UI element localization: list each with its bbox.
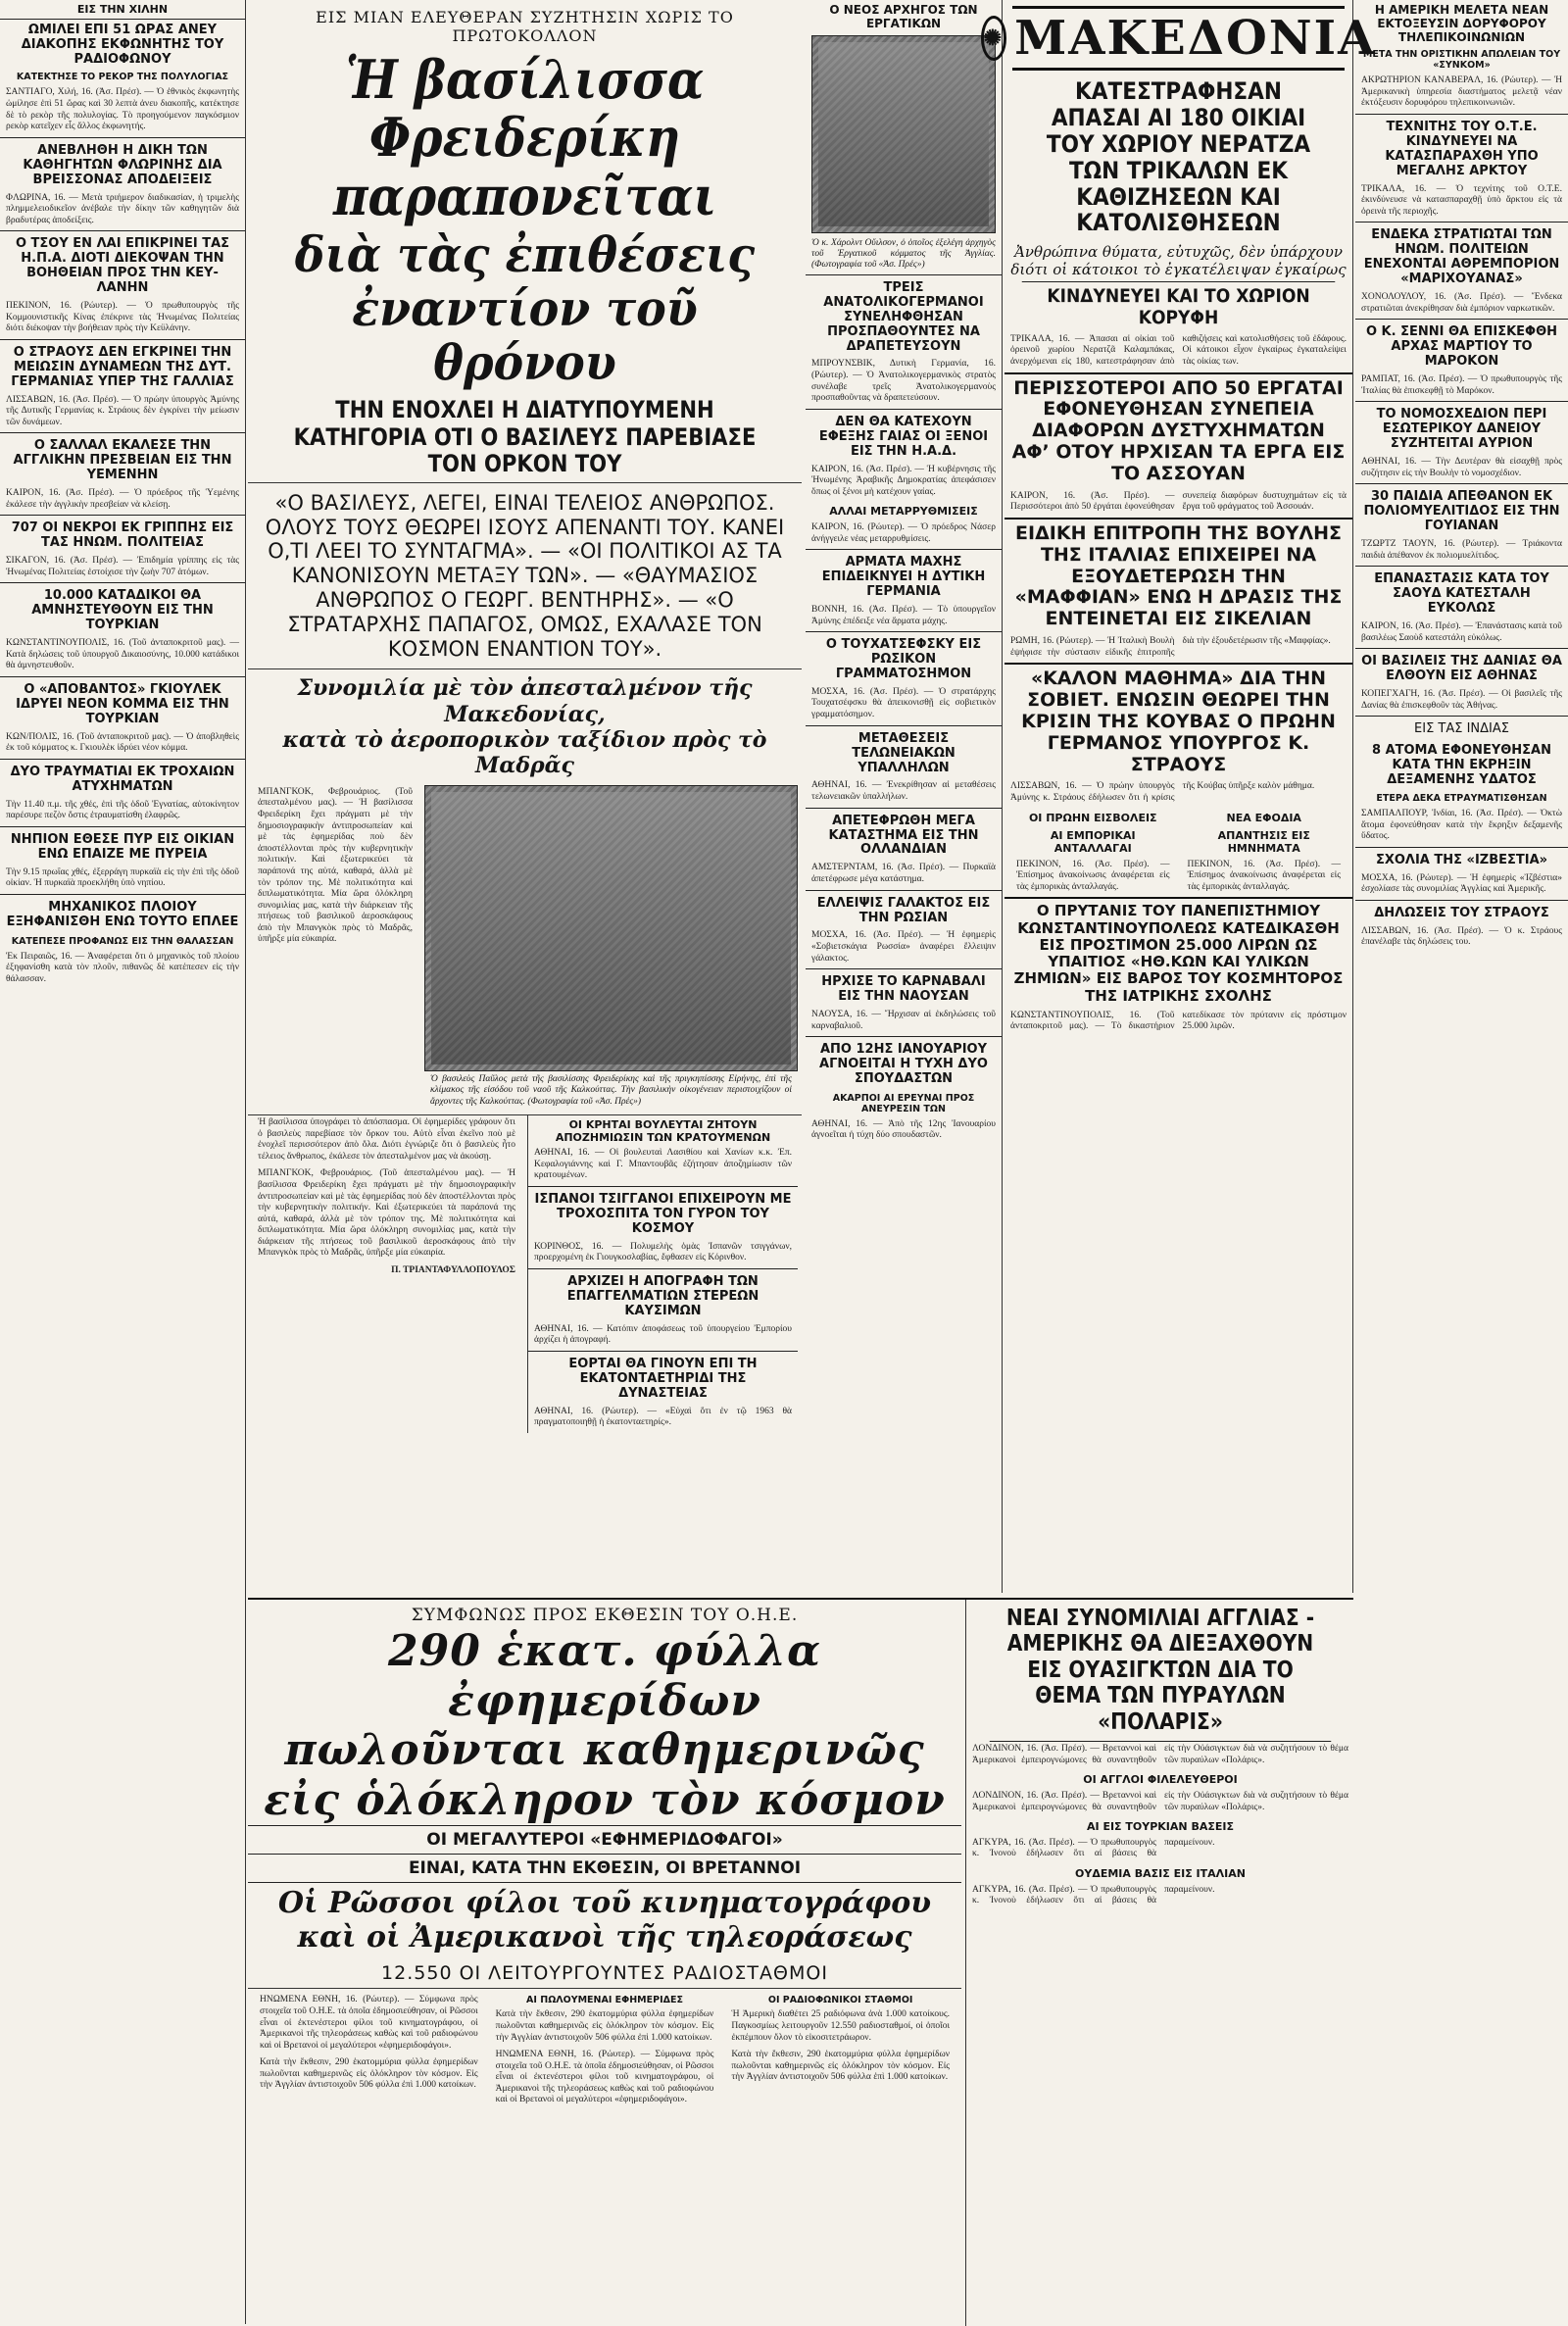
article-text: ΚΑΙΡΟΝ, 16. (Ρώυτερ). — Ὁ πρόεδρος Νάσερ ἀνήγγειλε νέας μεταρρυθμίσεις. xyxy=(811,521,996,544)
article-text: ΛΟΝΔΙΝΟΝ, 16. (Ἀσ. Πρέσ). — Βρεταννοὶ καὶ Ἀμερικανοὶ ἐμπειρογνώμονες θὰ συναντηθοῦν εἰς τὴν Οὐάσιγκτων διὰ νὰ συζητήσουν τὸ θέμα τῶν πυραύλων «Πολάρις». xyxy=(972,1744,1348,1765)
headline: ΑΠΕΤΕΦΡΩΘΗ ΜΕΓΑ ΚΑΤΑΣΤΗΜΑ ΕΙΣ ΤΗΝ ΟΛΛΑΝΔΙΑΝ xyxy=(806,808,1002,862)
headline: ΗΡΧΙΣΕ ΤΟ ΚΑΡΝΑΒΑΛΙ ΕΙΣ ΤΗΝ ΝΑΟΥΣΑΝ xyxy=(806,968,1002,1008)
subheadline: ΚΑΤΕΠΕΣΕ ΠΡΟΦΑΝΩΣ ΕΙΣ ΤΗΝ ΘΑΛΑΣΣΑΝ xyxy=(11,935,234,947)
italic-line2: καὶ οἱ Ἀμερικανοὶ τῆς τηλεοράσεως xyxy=(297,1919,912,1955)
subheadline: ΜΕΤΑ ΤΗΝ ΟΡΙΣΤΙΚΗΝ ΑΠΩΛΕΙΑΝ ΤΟΥ «ΣΥΝΚΟΜ» xyxy=(1362,49,1561,72)
headline: ΑΡΧΙΖΕΙ Η ΑΠΟΓΡΑΦΗ ΤΩΝ ΕΠΑΓΓΕΛΜΑΤΙΩΝ ΣΤΕΡΕΩΝ ΚΑΥΣΙΜΩΝ xyxy=(528,1268,798,1322)
headline: ΕΠΑΝΑΣΤΑΣΙΣ ΚΑΤΑ ΤΟΥ ΣΑΟΥΔ ΚΑΤΕΣΤΑΛΗ ΕΥΚΟΛΩΣ xyxy=(1355,566,1568,619)
headline: Ο ΤΟΥΧΑΤΣΕΦΣΚΥ ΕΙΣ ΡΩΣΙΚΟΝ ΓΡΑΜΜΑΤΟΣΗΜΟΝ xyxy=(806,631,1002,685)
headline: Ο ΣΤΡΑΟΥΣ ΔΕΝ ΕΓΚΡΙΝΕΙ ΤΗΝ ΜΕΙΩΣΙΝ ΔΥΝΑΜΕΩΝ ΤΗΣ ΔΥΤ. ΓΕΡΜΑΝΙΑΣ ΥΠΕΡ ΤΗΣ ΓΑΛΛΙΑΣ xyxy=(0,339,245,393)
article-text: ΦΛΩΡΙΝΑ, 16. — Μετὰ τριήμερον διαδικασίαν, ἡ τριμελὴς πλημμελειοδικεῖον ἀνέβαλε τὴν δίκην τῶν καθηγητῶν διὰ βραδυτέρας ἀποδείξεις. xyxy=(6,192,239,225)
article-text: ΚΑΙΡΟΝ, 16. (Ἀσ. Πρέσ). — Ἐπανάστασις κατὰ τοῦ βασιλέως Σαοὺδ κατεστάλη εὐκόλως. xyxy=(1361,621,1562,643)
article-text: ΑΘΗΝΑΙ, 16. — Οἱ βουλευταὶ Λασιθίου καὶ Χανίων κ.κ. Ἐπ. Κεφαλογιάννης καὶ Γ. Μπαντουβᾶς ἐζήτησαν ἀποζημίωσιν τῶν κρατουμένων. xyxy=(534,1148,792,1181)
headline: ΑΠΟ 12ΗΣ ΙΑΝΟΥΑΡΙΟΥ ΑΓΝΟΕΙΤΑΙ Η ΤΥΧΗ ΔΥΟ ΣΠΟΥΔΑΣΤΩΝ xyxy=(806,1036,1002,1090)
article-text: ΑΘΗΝΑΙ, 16. — Κατόπιν ἀποφάσεως τοῦ ὑπουργείου Ἐμπορίου ἀρχίζει ἡ ἀπογραφή. xyxy=(534,1323,792,1346)
article-text: ΡΑΜΠΑΤ, 16. (Ἀσ. Πρέσ). — Ὁ πρωθυπουργὸς τῆς Ἰταλίας θὰ ἐπισκεφθῇ τὸ Μαρόκον. xyxy=(1361,374,1562,396)
headline: ΑΡΜΑΤΑ ΜΑΧΗΣ ΕΠΙΔΕΙΚΝΥΕΙ Η ΔΥΤΙΚΗ ΓΕΡΜΑΝΙΑ xyxy=(806,549,1002,603)
lead-subhead-line2: κατὰ τὸ ἀεροπορικὸν ταξίδιον πρὸς τὸ Μαδρᾶς xyxy=(282,727,767,779)
article-text: ΠΕΚΙΝΟΝ, 16. (Ἀσ. Πρέσ). — Ἐπίσημος ἀνακοίνωσις ἀναφέρεται εἰς τὰς ἐμπορικὰς ἀνταλλαγάς. xyxy=(1187,859,1341,892)
headline: ΩΜΙΛΕΙ ΕΠΙ 51 ΩΡΑΣ ΑΝΕΥ ΔΙΑΚΟΠΗΣ ΕΚΦΩΝΗΤΗΣ ΤΟΥ ΡΑΔΙΟΦΩΝΟΥ xyxy=(21,22,224,67)
article-text: ΚΑΙΡΟΝ, 16. (Ἀσ. Πρέσ). — Ὁ πρόεδρος τῆς Ὑεμένης ἐκάλεσε τὴν ἀγγλικὴν πρεσβείαν νὰ κλείσῃ. xyxy=(6,488,239,510)
article-text: ΚΩΝ/ΠΟΛΙΣ, 16. (Τοῦ ἀνταποκριτοῦ μας). — Ὁ ἀποβληθεὶς ἐκ τοῦ κόμματος κ. Γκιουλὲκ ἱδρύει νέον κόμμα. xyxy=(6,731,239,754)
article-text: ΤΡΙΚΑΛΑ, 16. — Ὁ τεχνίτης τοῦ Ο.Τ.Ε. ἐκινδύνευσε νὰ κατασπαραχθῇ ὑπὸ ἄρκτου εἰς τὰ ὀρεινὰ τῆς περιοχῆς. xyxy=(1361,183,1562,217)
story-headline-line1: 290 ἑκατ. φύλλα ἐφημερίδων xyxy=(388,1626,821,1726)
story-italic-head xyxy=(248,1882,961,1958)
brief-col xyxy=(1010,809,1176,898)
byline: Π. ΤΡΙΑΝΤΑΦΥΛΛΟΠΟΥΛΟΣ xyxy=(391,1264,515,1275)
headline: Ο ΤΣΟΥ ΕΝ ΛΑΙ ΕΠΙΚΡΙΝΕΙ ΤΑΣ Η.Π.Α. ΔΙΟΤΙ ΔΙΕΚΟΨΑΝ ΤΗΝ ΒΟΗΘΕΙΑΝ ΠΡΟΣ ΤΗΝ ΚΕΥ-ΛΑΝΗΝ xyxy=(0,230,245,299)
headline: ΟΙ ΚΡΗΤΑΙ ΒΟΥΛΕΥΤΑΙ ΖΗΤΟΥΝ ΑΠΟΖΗΜΙΩΣΙΝ ΤΩΝ ΚΡΑΤΟΥΜΕΝΩΝ xyxy=(555,1118,771,1144)
article-text: ΤΡΙΚΑΛΑ, 16. — Ἀπασαι αἱ οἰκίαι τοῦ ὀρεινοῦ χωρίου Νερατζᾶ Καλαμπάκας, ἀνερχόμεναι εἰς 180, κατεστράφησαν ἀπὸ καθιζήσεις καὶ κατολισθήσεις τοῦ ἐδάφους. Οἱ κάτοικοι εἶχον ἐγκαίρως ἐγκαταλείψει τὰς οἰκίας των. xyxy=(1010,333,1347,367)
article-text: ΑΘΗΝΑΙ, 16. (Ρώυτερ). — «Εὐχαὶ ὅτι ἐν τῷ 1963 θὰ πραγματοποιηθῇ ἡ ἐκατονταετηρίς». xyxy=(534,1406,792,1428)
headline: ΙΣΠΑΝΟΙ ΤΣΙΓΓΑΝΟΙ ΕΠΙΧΕΙΡΟΥΝ ΜΕ ΤΡΟΧΟΣΠΙΤΑ ΤΟΝ ΓΥΡΟΝ ΤΟΥ ΚΟΣΜΟΥ xyxy=(528,1186,798,1240)
headline: 8 ΑΤΟΜΑ ΕΦΟΝΕΥΘΗΣΑΝ ΚΑΤΑ ΤΗΝ ΕΚΡΗΞΙΝ ΔΕΞΑΜΕΝΗΣ ΥΔΑΤΟΣ xyxy=(1372,743,1551,788)
article-text: ΜΟΣΧΑ, 16. (Ἀσ. Πρέσ). — Ὁ στρατάρχης Τουχατσέφσκυ θὰ ἀπεικονισθῇ εἰς σοβιετικὸν γραμματόσημον. xyxy=(811,686,996,720)
photo-caption: Ὁ βασιλεὺς Παῦλος μετὰ τῆς βασιλίσσης Φρειδερίκης καὶ τῆς πριγκηπίσσης Εἰρήνης, ἐπὶ τῆς κλίμακος τῆς εἰσόδου τοῦ ναοῦ τῆς Καλκούττας. Τὴν βασιλικὴν οἰκογένειαν περιστοιχίζουν οἱ ἄρχοντες τῆς Καλκούττας. (Φωτογραφία τοῦ «Ἀσ. Πρές») xyxy=(430,1073,792,1107)
headline: «ΚΑΛΟΝ ΜΑΘΗΜΑ» ΔΙΑ ΤΗΝ ΣΟΒΙΕΤ. ΕΝΩΣΙΝ ΘΕΩΡΕΙ ΤΗΝ ΚΡΙΣΙΝ ΤΗΣ ΚΟΥΒΑΣ Ο ΠΡΩΗΝ ΓΕΡΜΑΝΟΣ ΥΠΟΥΡΓΟΣ Κ. ΣΤΡΑΟΥΣ xyxy=(1004,663,1352,779)
story-bar-head: 12.550 ΟΙ ΛΕΙΤΟΥΡΓΟΥΝΤΕΣ ΡΑΔΙΟΣΤΑΘΜΟΙ xyxy=(381,1962,828,1985)
lead-body-col xyxy=(252,785,418,1111)
masthead-title: ΜΑΚΕΔΟΝΙΑ xyxy=(1014,11,1377,66)
headline: ΔΕΝ ΘΑ ΚΑΤΕΧΟΥΝ ΕΦΕΞΗΣ ΓΑΙΑΣ ΟΙ ΞΕΝΟΙ ΕΙΣ ΤΗΝ Η.Α.Δ. xyxy=(806,409,1002,463)
article-text: ΗΝΩΜΕΝΑ ΕΘΝΗ, 16. (Ρώυτερ). — Σύμφωνα πρὸς στοιχεῖα τοῦ Ο.Η.Ε. τὰ ὁποῖα ἐδημοσιεύθησαν, οἱ Ρῶσσοι εἶναι οἱ ἐκτενέστεροι φίλοι τοῦ κινηματογράφου, οἱ Ἀμερικανοὶ τῆς τηλεοράσεως καθὼς καὶ τοῦ ραδιοφώνου καὶ οἱ Βρετανοὶ οἱ μεγαλύτεροι «ἐφημεριδοφάγοι». xyxy=(260,1995,478,2051)
article-text: ΧΟΝΟΛΟΥΛΟΥ, 16. (Ἀσ. Πρέσ). — Ἕνδεκα στρατιῶται ἀνεκρίθησαν διὰ ἐμπόριον ναρκωτικῶν. xyxy=(1361,292,1562,314)
subheadline: ΚΑΤΕΚΤΗΣΕ ΤΟ ΡΕΚΟΡ ΤΗΣ ΠΟΛΥΛΟΓΙΑΣ xyxy=(16,72,229,83)
article-text: ΤΖΩΡΤΖ ΤΑΟΥΝ, 16. (Ρώυτερ). — Τριάκοντα παιδιὰ ἀπέθανον ἐκ πολιομυελίτιδος. xyxy=(1361,539,1562,561)
article-text: ΜΟΣΧΑ, 16. (Ρώυτερ). — Ἡ ἐφημερὶς «Ἰζβέστια» ἐσχολίασε τὰς συνομιλίας Ἀγγλίας καὶ Ἀμερικῆς. xyxy=(1361,872,1562,895)
headline: ΔΥΟ ΤΡΑΥΜΑΤΙΑΙ ΕΚ ΤΡΟΧΑΙΩΝ ΑΤΥΧΗΜΑΤΩΝ xyxy=(0,759,245,798)
article-text: ΑΓΚΥΡΑ, 16. (Ἀσ. Πρέσ). — Ὁ πρωθυπουργὸς κ. Ἰνονοὺ ἐδήλωσεν ὅτι αἱ βάσεις θὰ παραμείνουν. xyxy=(972,1837,1215,1859)
lead-headline-line1: Ἡ βασίλισσα Φρειδερίκη παραπονεῖται xyxy=(332,48,717,227)
article-text: ΑΘΗΝΑΙ, 16. — Ἀπὸ τῆς 12ης Ἰανουαρίου ἀγνοεῖται ἡ τύχη δύο σπουδαστῶν. xyxy=(811,1118,996,1141)
article-text: Ἐκ Πειραιῶς, 16. — Ἀναφέρεται ὅτι ὁ μηχανικὸς τοῦ πλοίου ἐξηφανίσθη κατὰ τὸν πλοῦν, πιθανῶς δὲ κατέπεσεν εἰς τὴν θάλασσαν. xyxy=(6,951,239,984)
photo-kicker: Ο ΝΕΟΣ ΑΡΧΗΓΟΣ ΤΩΝ ΕΡΓΑΤΙΚΩΝ xyxy=(829,3,978,30)
subheadline: Ἀνθρώπινα θύματα, εὐτυχῶς, δὲν ὑπάρχουν διότι οἱ κάτοικοι τὸ ἐγκατέλειψαν ἐγκαίρως xyxy=(1010,243,1347,279)
headline: 707 ΟΙ ΝΕΚΡΟΙ ΕΚ ΓΡΙΠΠΗΣ ΕΙΣ ΤΑΣ ΗΝΩΜ. ΠΟΛΙΤΕΙΑΣ xyxy=(0,515,245,554)
story-col xyxy=(490,1993,720,2110)
headline: Ο ΣΑΛΛΑΛ ΕΚΑΛΕΣΕ ΤΗΝ ΑΓΓΛΙΚΗΝ ΠΡΕΣΒΕΙΑΝ ΕΙΣ ΤΗΝ ΥΕΜΕΝΗΝ xyxy=(0,432,245,486)
article-text: ΑΜΣΤΕΡΝΤΑΜ, 16. (Ἀσ. Πρέσ). — Πυρκαϊὰ ἀπετέφρωσε μέγα κατάστημα. xyxy=(811,863,996,884)
lead-deck: ΤΗΝ ΕΝΟΧΛΕΙ Η ΔΙΑΤΥΠΟΥΜΕΝΗ ΚΑΤΗΓΟΡΙΑ ΟΤΙ Ο ΒΑΣΙΛΕΥΣ ΠΑΡΕΒΙΑΣΕ ΤΟΝ ΟΡΚΟΝ ΤΟΥ xyxy=(293,396,757,478)
story-deck-2: ΕΙΝΑΙ, ΚΑΤΑ ΤΗΝ ΕΚΘΕΣΙΝ, ΟΙ ΒΡΕΤΑΝΝΟΙ xyxy=(248,1854,961,1882)
article-text: ΚΑΙΡΟΝ, 16. (Ἀσ. Πρέσ). — Περισσότεροι ἀπὸ 50 ἐργάται ἐφονεύθησαν συνεπείᾳ διαφόρων δυστυχημάτων εἰς τὰ ἔργα τοῦ φράγματος τοῦ Ἀσσουάν. xyxy=(1010,490,1347,513)
lead-photo-block xyxy=(424,785,798,1111)
section-head: ΟΙ ΡΑΔΙΟΦΩΝΙΚΟΙ ΣΤΑΘΜΟΙ xyxy=(767,1995,913,2006)
article-text: ΑΓΚΥΡΑ, 16. (Ἀσ. Πρέσ). — Ὁ πρωθυπουργὸς κ. Ἰνονοὺ ἐδήλωσεν ὅτι αἱ βάσεις θὰ παραμείνουν. xyxy=(972,1884,1215,1906)
photo-caption: Ὁ κ. Χάρολντ Οὔιλσον, ὁ ὁποῖος ἐξελέγη ἀρχηγὸς τοῦ Ἐργατικοῦ κόμματος τῆς Ἀγγλίας. (Φωτογραφία τοῦ «Ἀσ. Πρές») xyxy=(811,237,996,271)
headline: ΔΗΛΩΣΕΙΣ ΤΟΥ ΣΤΡΑΟΥΣ xyxy=(1355,900,1568,924)
article-text: Κατὰ τὴν ἔκθεσιν, 290 ἑκατομμύρια φύλλα ἐφημερίδων πωλοῦνται καθημερινῶς εἰς ὁλόκληρον τὸν κόσμον. Εἰς τὴν Ἀγγλίαν ἀντιστοιχοῦν 506 φύλλα ἐπὶ 1.000 κατοίκων. xyxy=(495,2009,714,2043)
headline: 10.000 ΚΑΤΑΔΙΚΟΙ ΘΑ ΑΜΝΗΣΤΕΥΘΟΥΝ ΕΙΣ ΤΗΝ ΤΟΥΡΚΙΑΝ xyxy=(0,582,245,636)
story-col xyxy=(254,1993,484,2110)
article-text: ΛΙΣΣΑΒΩΝ, 16. (Ἀσ. Πρέσ). — Ὁ κ. Στράους ἐπανέλαβε τὰς δηλώσεις του. xyxy=(1361,925,1562,948)
subheadline: ΕΤΕΡΑ ΔΕΚΑ ΕΤΡΑΥΜΑΤΙΣΘΗΣΑΝ xyxy=(1376,793,1547,805)
article-text: ΣΑΝΤΙΑΓΟ, Χιλή, 16. (Ἀσ. Πρέσ). — Ὁ ἐθνικὸς ἐκφωνητὴς ὡμίλησε ἐπὶ 51 ὥρας καὶ 30 λεπτὰ ἀνευ διακοπῆς, κατέκτησε δὲ τὸ ρεκὸρ τῆς πολυλογίας. Τὸ προηγούμενον παγκόσμιον ρεκὸρ κατεῖχεν εἷς ἄλλος ἐκφωνητής. xyxy=(6,87,239,132)
article-text: Τὴν 11.40 π.μ. τῆς χθές, ἐπὶ τῆς ὁδοῦ Ἐγνατίας, αὐτοκίνητον παρέσυρε πεζὸν ὅστις ἐτραυματίσθη ἐλαφρῶς. xyxy=(6,799,239,821)
article-text: ΛΙΣΣΑΒΩΝ, 16. (Ἀσ. Πρέσ). — Ὁ πρώην ὑπουργὸς Ἀμύνης τῆς Δυτικῆς Γερμανίας κ. Στράους δὲν ἐγκρίνει τὴν μείωσιν τῶν δυνάμεων. xyxy=(6,394,239,427)
section-head: ΑΙ ΠΩΛΟΥΜΕΝΑΙ ΕΦΗΜΕΡΙΔΕΣ xyxy=(526,1995,683,2006)
headline: ΝΕΑ ΕΦΟΔΙΑ xyxy=(1226,811,1301,824)
article-text: ΛΟΝΔΙΝΟΝ, 16. (Ἀσ. Πρέσ). — Βρεταννοὶ καὶ Ἀμερικανοὶ ἐμπειρογνώμονες θὰ συναντηθοῦν εἰς τὴν Οὐάσιγκτων διὰ νὰ συζητήσουν τὸ θέμα τῶν πυραύλων «Πολάρις». xyxy=(972,1790,1348,1812)
article-text: ΚΟΡΙΝΘΟΣ, 16. — Πολυμελὴς ὁμὰς Ἰσπανῶν τσιγγάνων, προερχομένη ἐκ Γιουγκοσλαβίας, ἔφθασεν εἰς Κόρινθον. xyxy=(534,1241,792,1263)
story-headline-line3: εἰς ὁλόκληρον τὸν κόσμον xyxy=(264,1774,946,1825)
headline: Ο ΠΡΥΤΑΝΙΣ ΤΟΥ ΠΑΝΕΠΙΣΤΗΜΙΟΥ ΚΩΝΣΤΑΝΤΙΝΟΥΠΟΛΕΩΣ ΚΑΤΕΔΙΚΑΣΘΗ ΕΙΣ ΠΡΟΣΤΙΜΟΝ 25.000 ΛΙΡΩΝ ΩΣ ΥΠΑΙΤΙΟΣ «ΗΘ.ΚΩΝ ΚΑΙ ΥΛΙΚΩΝ ΖΗΜΙΩΝ» ΕΙΣ ΒΑΡΟΣ ΤΟΥ ΚΟΣΜΗΤΟΡΟΣ ΤΗΣ ΙΑΤΡΙΚΗΣ ΣΧΟΛΗΣ xyxy=(1004,897,1352,1009)
headline: ΑΝΕΒΛΗΘΗ Η ΔΙΚΗ ΤΩΝ ΚΑΘΗΓΗΤΩΝ ΦΛΩΡΙΝΗΣ ΔΙΑ ΒΡΕΙΣΣΟΝΑΣ ΑΠΟΔΕΙΞΕΙΣ xyxy=(0,137,245,191)
article-text: ΜΠΑΝΓΚΟΚ, Φεβρουάριος. (Τοῦ ἀπεσταλμένου μας). — Ἡ βασίλισσα Φρειδερίκη ἔχει πράγματι μὲ τὴν δημοσιογραφικὴν ἀντιπροσωπείαν καὶ μὲ τὰς ἐφημερίδας ποὺ δὲν ἀποστέλλονται πρὸς τὴν κυβερνητικὴν πολιτικήν. Καὶ ἐξωτερικεύει τὰ παράπονά της αὐτά, καθαρά, ἀλλὰ μὲ τὸν τρόπον της. Μὲ πολιτικότητα καὶ διπλωματικότητα. Μία ὥρα ὁλόκληρη συνομιλίας μας, κατὰ τὴν διάρκειαν τῆς πτήσεως τοῦ βασιλικοῦ ἀεροσκάφους ἀπὸ τὴν Μπανγκὸκ πρὸς τὸ Μαδρᾶς, ὑπῆρξε μία εὐκαιρία. xyxy=(258,786,413,945)
story-headline-line2: πωλοῦνται καθημερινῶς xyxy=(284,1725,925,1776)
kicker: ΕΙΣ ΤΑΣ ΙΝΔΙΑΣ xyxy=(1355,716,1568,740)
article-text: ΜΠΑΝΓΚΟΚ, Φεβρουάριος. (Τοῦ ἀπεσταλμένου μας). — Ἡ βασίλισσα Φρειδερίκη ἔχει πράγματι μὲ τὴν δημοσιογραφικὴν ἀντιπροσωπείαν καὶ μὲ τὰς ἐφημερίδας ποὺ δὲν ἀποστέλλονται πρὸς τὴν κυβερνητικὴν πολιτικήν. Καὶ ἐξωτερικεύει τὰ παράπονά της αὐτά, καθαρά, ἀλλὰ μὲ τὸν τρόπον της. Μὲ πολιτικότητα καὶ διπλωματικότητα. Μία ὥρα ὁλόκληρη συνομιλίας μας, κατὰ τὴν διάρκειαν τῆς πτήσεως τοῦ βασιλικοῦ ἀεροσκάφους ἀπὸ τὴν Μπανγκὸκ πρὸς τὸ Μαδρᾶς, ὑπῆρξε μία εὐκαιρία. xyxy=(258,1168,515,1259)
headline: ΑΙ ΕΜΠΟΡΙΚΑΙ ΑΝΤΑΛΛΑΓΑΙ xyxy=(1050,829,1136,855)
lead-continuation xyxy=(248,1114,802,1433)
article-text: ΑΚΡΩΤΗΡΙΟΝ ΚΑΝΑΒΕΡΑΛ, 16. (Ρώυτερ). — Ἡ Ἀμερικανικὴ ὑπηρεσία διαστήματος μελετᾷ νέαν ἐκτόξευσιν δορυφόρου τηλεπικοινωνιῶν. xyxy=(1361,75,1562,109)
article-text: ΣΑΜΠΑΛΠΟΥΡ, Ἰνδίαι, 16. (Ἀσ. Πρέσ). — Ὀκτὼ ἄτομα ἐφονεύθησαν κατὰ τὴν ἔκρηξιν δεξαμενῆς ὕδατος. xyxy=(1361,808,1562,842)
continuation-col xyxy=(252,1115,521,1433)
lead-story xyxy=(248,0,802,1593)
italic-line1: Οἱ Ρῶσσοι φίλοι τοῦ κινηματογράφου xyxy=(277,1886,932,1921)
article-text: Ἡ Ἀμερικὴ διαθέτει 25 ραδιόφωνα ἀνὰ 1.000 κατοίκους. Παγκοσμίως λειτουργοῦν 12.550 ραδιοσταθμοί, οἱ ὁποῖοι ἐκπέμπουν ὅλον τὸ εἰκοσιτετράωρον. xyxy=(731,2009,951,2043)
briefs-grid xyxy=(1004,809,1352,898)
headline: ΕΙΔΙΚΗ ΕΠΙΤΡΟΠΗ ΤΗΣ ΒΟΥΛΗΣ ΤΗΣ ΙΤΑΛΙΑΣ ΕΠΙΧΕΙΡΕΙ ΝΑ ΕΞΟΥΔΕΤΕΡΩΣΗ ΤΗΝ «ΜΑΦΦΙΑΝ» ΕΝΩ Η ΔΡΑΣΙΣ ΤΗΣ ΕΝΤΕΙΝΕΤΑΙ ΕΙΣ ΣΙΚΕΛΙΑΝ xyxy=(1004,518,1352,634)
lead-headline-line2: διὰ τὰς ἐπιθέσεις ἐναντίον τοῦ θρόνου xyxy=(294,225,756,392)
headline: ΕΝΔΕΚΑ ΣΤΡΑΤΙΩΤΑΙ ΤΩΝ ΗΝΩΜ. ΠΟΛΙΤΕΙΩΝ ΕΝΕΧΟΝΤΑΙ ΑΘΡΕΜΠΟΡΙΟΝ «ΜΑΡΙΧΟΥΑΝΑΣ» xyxy=(1355,222,1568,290)
article-text: ΝΑΟΥΣΑ, 16. — Ἤρχισαν αἱ ἐκδηλώσεις τοῦ καρναβαλιοῦ. xyxy=(811,1010,996,1031)
story-columns xyxy=(248,1988,961,2114)
lead-quotes: «Ο ΒΑΣΙΛΕΥΣ, ΛΕΓΕΙ, ΕΙΝΑΙ ΤΕΛΕΙΟΣ ΑΝΘΡΩΠΟΣ. ΟΛΟΥΣ ΤΟΥΣ ΘΕΩΡΕΙ ΙΣΟΥΣ ΑΠΕΝΑΝΤΙ ΤΟΥ. ΚΑΝΕΙ Ο,ΤΙ ΛΕΕΙ ΤΟ ΣΥΝΤΑΓΜΑ». — «ΟΙ ΠΟΛΙΤΙΚΟΙ ΑΣ ΤΑ ΚΑΝΟΝΙΣΟΥΝ ΜΕΤΑΞΥ ΤΩΝ». — «ΘΑΥΜΑΣΙΟΣ ΑΝΘΡΩΠΟΣ Ο ΓΕΩΡΓ. ΒΕΝΤΗΡΗΣ». — «Ο ΣΤΡΑΤΑΡΧΗΣ ΠΑΠΑΓΟΣ, ΟΜΩΣ, ΕΧΑΛΑΣΕ ΤΟΝ ΚΟΣΜΟΝ ΕΝΑΝΤΙΟΝ ΤΟΥ». xyxy=(248,482,802,669)
article-text: ΠΕΚΙΝΟΝ, 16. (Ἀσ. Πρέσ). — Ἐπίσημος ἀνακοίνωσις ἀναφέρεται εἰς τὰς ἐμπορικὰς ἀνταλλαγάς. xyxy=(1016,859,1170,892)
lead-subhead xyxy=(248,669,802,785)
lead-kicker: ΕΙΣ ΜΙΑΝ ΕΛΕΥΘΕΡΑΝ ΣΥΖΗΤΗΣΙΝ ΧΩΡΙΣ ΤΟ ΠΡΩΤΟΚΟΛΛΟΝ xyxy=(316,8,734,45)
subheadline: ΑΚΑΡΠΟΙ ΑΙ ΕΡΕΥΝΑΙ ΠΡΟΣ ΑΝΕΥΡΕΣΙΝ ΤΩΝ xyxy=(832,1093,975,1114)
article-text: ΜΠΡΟΥΝΣΒΙΚ, Δυτικὴ Γερμανία, 16. (Ρώυτερ). — Ὁ Ἀνατολικογερμανικὸς στρατὸς συνέλαβε τρεῖς Ἀνατολικογερμανοὺς προσπαθοῦντας νὰ δραπετεύσουν. xyxy=(811,359,996,404)
bottom-section xyxy=(248,1598,1353,2326)
right-news-column xyxy=(1355,0,1568,2324)
headline: ΜΗΧΑΝΙΚΟΣ ΠΛΟΙΟΥ ΕΞΗΦΑΝΙΣΘΗ ΕΝΩ ΤΟΥΤΟ ΕΠΛΕΕ xyxy=(0,894,245,933)
headline: ΕΟΡΤΑΙ ΘΑ ΓΙΝΟΥΝ ΕΠΙ ΤΗ ΕΚΑΤΟΝΤΑΕΤΗΡΙΔΙ ΤΗΣ ΔΥΝΑΣΤΕΙΑΣ xyxy=(528,1351,798,1405)
headline: ΣΧΟΛΙΑ ΤΗΣ «ΙΖΒΕΣΤΙΑ» xyxy=(1355,847,1568,871)
article-text: ΗΝΩΜΕΝΑ ΕΘΝΗ, 16. (Ρώυτερ). — Σύμφωνα πρὸς στοιχεῖα τοῦ Ο.Η.Ε. τὰ ὁποῖα ἐδημοσιεύθησαν, οἱ Ρῶσσοι εἶναι οἱ ἐκτενέστεροι φίλοι τοῦ κινηματογράφου, οἱ Ἀμερικανοὶ τῆς τηλεοράσεως καθὼς καὶ τοῦ ραδιοφώνου καὶ οἱ Βρετανοὶ οἱ μεγαλύτεροι «ἐφημεριδοφάγοι». xyxy=(495,2050,714,2105)
headline: ΠΕΡΙΣΣΟΤΕΡΟΙ ΑΠΟ 50 ΕΡΓΑΤΑΙ ΕΦΟΝΕΥΘΗΣΑΝ ΣΥΝΕΠΕΙΑ ΔΙΑΦΟΡΩΝ ΔΥΣΤΥΧΗΜΑΤΩΝ ΑΦ’ ΟΤΟΥ ΗΡΧΙΣΑΝ ΤΑ ΕΡΓΑ ΕΙΣ ΤΟ ΑΣΣΟΥΑΝ xyxy=(1004,372,1352,489)
masthead xyxy=(983,6,1377,71)
headline: ΑΠΑΝΤΗΣΙΣ ΕΙΣ ΗΜΝΗΜΑΤΑ xyxy=(1217,829,1310,855)
headline: Η ΑΜΕΡΙΚΗ ΜΕΛΕΤΑ ΝΕΑΝ ΕΚΤΟΞΕΥΣΙΝ ΔΟΡΥΦΟΡΟΥ ΤΗΛΕΠΙΚΟΙΝΩΝΙΩΝ xyxy=(1374,3,1549,44)
lead-body xyxy=(248,785,802,1111)
article-text: Ἡ βασίλισσα ὑπογράφει τὸ ἀπόσπασμα. Οἱ ἐφημερίδες γράφουν ὅτι ὁ βασιλεὺς παρεβίασε τὸν ὅρκον του. Αὐτὸ εἶναι ἐκεῖνο ποὺ μὲ ἐνοχλεῖ περισσότερον ἀπὸ ὅλα. Διότι ἐγνώριζε ὅτι ὁ βασιλεὺς ἦτο τέλειος ἄνθρωπος, ἐκάλεσε τὸν ἀπεσταλμένον μας νὰ ἀκούσῃ. xyxy=(258,1117,515,1162)
headline: ΟΙ ΒΑΣΙΛΕΙΣ ΤΗΣ ΔΑΝΙΑΣ ΘΑ ΕΛΘΟΥΝ ΕΙΣ ΑΘΗΝΑΣ xyxy=(1355,648,1568,687)
headline: ΤΟ ΝΟΜΟΣΧΕΔΙΟΝ ΠΕΡΙ ΕΣΩΤΕΡΙΚΟΥ ΔΑΝΕΙΟΥ ΣΥΖΗΤΕΙΤΑΙ ΑΥΡΙΟΝ xyxy=(1355,401,1568,455)
headline: ΝΗΠΙΟΝ ΕΘΕΣΕ ΠΥΡ ΕΙΣ ΟΙΚΙΑΝ ΕΝΩ ΕΠΑΙΖΕ ΜΕ ΠΥΡΕΙΑ xyxy=(0,826,245,866)
article-text: ΜΟΣΧΑ, 16. (Ἀσ. Πρέσ). — Ἡ ἐφημερὶς «Σοβιετσκάγια Ρωσσία» ἀναφέρει ἔλλειψιν γάλακτος. xyxy=(811,930,996,964)
wilson-portrait xyxy=(811,35,996,233)
article-text: ΣΙΚΑΓΟΝ, 16. (Ἀσ. Πρέσ). — Ἐπιδημία γρίππης εἰς τὰς Ἡνωμένας Πολιτείας ἐστοίχισε τὴν ζωὴν 707 ἀτόμων. xyxy=(6,556,239,577)
article-text: ΛΙΣΣΑΒΩΝ, 16. — Ὁ πρώην ὑπουργὸς Ἀμύνης κ. Στράους ἐδήλωσεν ὅτι ἡ κρίσις τῆς Κούβας ὑπῆρξε καλὸν μάθημα. xyxy=(1010,781,1315,804)
sun-emblem-icon: ✺ xyxy=(981,16,1006,61)
headline: ΜΕΤΑΘΕΣΕΙΣ ΤΕΛΩΝΕΙΑΚΩΝ ΥΠΑΛΛΗΛΩΝ xyxy=(806,725,1002,779)
un-report-story xyxy=(248,1600,961,2326)
deck: ΚΙΝΔΥΝΕΥΕΙ ΚΑΙ ΤΟ ΧΩΡΙΟΝ ΚΟΡΥΦΗ xyxy=(1022,281,1336,332)
article-text: ΚΩΝΣΤΑΝΤΙΝΟΥΠΟΛΙΣ, 16. (Τοῦ ἀνταποκριτοῦ μας). — Κατὰ δηλώσεις τοῦ ὑπουργοῦ Δικαιοσύνης, 10.000 κατάδικοι θὰ ἀμνηστευθοῦν. xyxy=(6,638,239,671)
article-text: ΡΩΜΗ, 16. (Ρώυτερ). — Ἡ Ἰταλικὴ Βουλὴ ἐψήφισε τὴν σύστασιν εἰδικῆς ἐπιτροπῆς διὰ τὴν ἐξουδετέρωσιν τῆς «Μαφφίας». xyxy=(1010,636,1331,658)
section-head: ΟΙ ΑΓΓΛΟΙ ΦΙΛΕΛΕΥΘΕΡΟΙ xyxy=(1083,1773,1238,1787)
headline: ΟΙ ΠΡΩΗΝ ΕΙΣΒΟΛΕΙΣ xyxy=(1028,811,1157,824)
headline: Ο Κ. ΣΕΝΝΙ ΘΑ ΕΠΙΣΚΕΦΘΗ ΑΡΧΑΣ ΜΑΡΤΙΟΥ ΤΟ ΜΑΡΟΚΟΝ xyxy=(1355,319,1568,372)
article-text: ΚΟΠΕΓΧΑΓΗ, 16. (Ἀσ. Πρέσ). — Οἱ βασιλεῖς τῆς Δανίας θὰ ἐπισκεφθοῦν τὰς Ἀθήνας. xyxy=(1361,689,1562,711)
headline: ΕΛΛΕΙΨΙΣ ΓΑΛΑΚΤΟΣ ΕΙΣ ΤΗΝ ΡΩΣΙΑΝ xyxy=(806,890,1002,929)
headline: ΝΕΑΙ ΣΥΝΟΜΙΛΙΑΙ ΑΓΓΛΙΑΣ - ΑΜΕΡΙΚΗΣ ΘΑ ΔΙΕΞΑΧΘΟΥΝ ΕΙΣ ΟΥΑΣΙΓΚΤΩΝ ΔΙΑ ΤΟ ΘΕΜΑ ΤΩΝ ΠΥΡΑΥΛΩΝ «ΠΟΛΑΡΙΣ» xyxy=(990,1600,1331,1742)
briefs-column xyxy=(806,0,1003,1593)
headline: ΚΑΤΕΣΤΡΑΦΗΣΑΝ ΑΠΑΣΑΙ ΑΙ 180 ΟΙΚΙΑΙ ΤΟΥ ΧΩΡΙΟΥ ΝΕΡΑΤΖΑ ΤΩΝ ΤΡΙΚΑΛΩΝ ΕΚ ΚΑΘΙΖΗΣΕΩΝ ΚΑΙ ΚΑΤΟΛΙΣΘΗΣΕΩΝ xyxy=(1046,77,1311,237)
article-text: ΚΑΙΡΟΝ, 16. (Ἀσ. Πρέσ). — Ἡ κυβέρνησις τῆς Ἡνωμένης Ἀραβικῆς Δημοκρατίας ἀπεφάσισεν ὅπως οἱ ξένοι μὴ κατέχουν γαίας. xyxy=(811,464,996,497)
story-deck-1: ΟΙ ΜΕΓΑΛΥΤΕΡΟΙ «ΕΦΗΜΕΡΙΔΟΦΑΓΟΙ» xyxy=(248,1825,961,1854)
polaris-story xyxy=(965,1600,1354,2326)
story-col xyxy=(725,1993,956,2110)
headline: Ο «ΑΠΟΒΑΝΤΟΣ» ΓΚΙΟΥΛΕΚ ΙΔΡΥΕΙ ΝΕΟΝ ΚΟΜΜΑ ΕΙΣ ΤΗΝ ΤΟΥΡΚΙΑΝ xyxy=(0,676,245,730)
headline: ΤΡΕΙΣ ΑΝΑΤΟΛΙΚΟΓΕΡΜΑΝΟΙ ΣΥΝΕΛΗΦΘΗΣΑΝ ΠΡΟΣΠΑΘΟΥΝΤΕΣ ΝΑ ΔΡΑΠΕΤΕΥΣΟΥΝ xyxy=(806,274,1002,358)
headline: ΤΕΧΝΙΤΗΣ ΤΟΥ Ο.Τ.Ε. ΚΙΝΔΥΝΕΥΕΙ ΝΑ ΚΑΤΑΣΠΑΡΑΧΘΗ ΥΠΟ ΜΕΓΑΛΗΣ ΑΡΚΤΟΥ xyxy=(1355,114,1568,182)
article-text: ΚΩΝΣΤΑΝΤΙΝΟΥΠΟΛΙΣ, 16. (Τοῦ ἀνταποκριτοῦ μας). — Τὸ δικαστήριον κατεδίκασε τὸν πρύτανιν εἰς πρόστιμον 25.000 λιρῶν. xyxy=(1010,1010,1347,1032)
lead-subhead-line1: Συνομιλία μὲ τὸν ἀπεσταλμένον τῆς Μακεδονίας, xyxy=(297,675,753,727)
article-text: ΑΘΗΝΑΙ, 16. — Ἐνεκρίθησαν αἱ μεταθέσεις τελωνειακῶν ὑπαλλήλων. xyxy=(811,780,996,803)
article-text: ΒΟΝΝΗ, 16. (Ἀσ. Πρέσ). — Τὸ ὑπουργεῖον Ἀμύνης ἐπέδειξε νέα ἅρματα μάχης. xyxy=(811,604,996,626)
headline: ΑΛΛΑΙ ΜΕΤΑΡΡΥΘΜΙΣΕΙΣ xyxy=(829,505,978,519)
brief-col xyxy=(1182,809,1348,898)
brief-news-col xyxy=(527,1115,798,1433)
section-head: ΑΙ ΕΙΣ ΤΟΥΡΚΙΑΝ ΒΑΣΕΙΣ xyxy=(1087,1820,1234,1834)
story-kicker: ΣΥΜΦΩΝΩΣ ΠΡΟΣ ΕΚΘΕΣΙΝ ΤΟΥ Ο.Η.Ε. xyxy=(411,1606,799,1625)
section-head: ΟΥΔΕΜΙΑ ΒΑΣΙΣ ΕΙΣ ΙΤΑΛΙΑΝ xyxy=(1075,1866,1246,1880)
left-news-column xyxy=(0,0,246,2324)
headline: 30 ΠΑΙΔΙΑ ΑΠΕΘΑΝΟΝ ΕΚ ΠΟΛΙΟΜΥΕΛΙΤΙΔΟΣ ΕΙΣ ΤΗΝ ΓΟΥΙΑΝΑΝ xyxy=(1355,483,1568,537)
article-text: Κατὰ τὴν ἔκθεσιν, 290 ἑκατομμύρια φύλλα ἐφημερίδων πωλοῦνται καθημερινῶς εἰς ὁλόκληρον τὸν κόσμον. Εἰς τὴν Ἀγγλίαν ἀντιστοιχοῦν 506 φύλλα ἐπὶ 1.000 κατοίκων. xyxy=(731,2050,951,2083)
article-text: ΑΘΗΝΑΙ, 16. — Τὴν Δευτέραν θὰ εἰσαχθῇ πρὸς συζήτησιν εἰς τὴν Βουλὴν τὸ νομοσχέδιον. xyxy=(1361,457,1562,478)
kicker: ΕΙΣ ΤΗΝ ΧΙΛΗΝ xyxy=(0,0,245,20)
royal-family-photo xyxy=(424,785,798,1071)
article-text: Τὴν 9.15 πρωΐας χθές, ἐξερράγη πυρκαϊὰ εἰς τὴν ἐπὶ τῆς ὁδοῦ οἰκίαν. Ἡ πυρκαϊὰ προεκλήθη ὑπὸ νηπίου. xyxy=(6,866,239,889)
article-text: Κατὰ τὴν ἔκθεσιν, 290 ἑκατομμύρια φύλλα ἐφημερίδων πωλοῦνται καθημερινῶς εἰς ὁλόκληρον τὸν κόσμον. Εἰς τὴν Ἀγγλίαν ἀντιστοιχοῦν 506 φύλλα ἐπὶ 1.000 κατοίκων. xyxy=(260,2057,478,2091)
masthead-column xyxy=(983,0,1377,1593)
article-text: ΠΕΚΙΝΟΝ, 16. (Ρώυτερ). — Ὁ πρωθυπουργὸς τῆς Κομμουνιστικῆς Κίνας ἐπέκρινε τὰς Ἡνωμένας Πολιτείας διότι διέκοψαν τὴν βοήθειαν πρὸς τὴν Κεϋλάνην. xyxy=(6,300,239,334)
